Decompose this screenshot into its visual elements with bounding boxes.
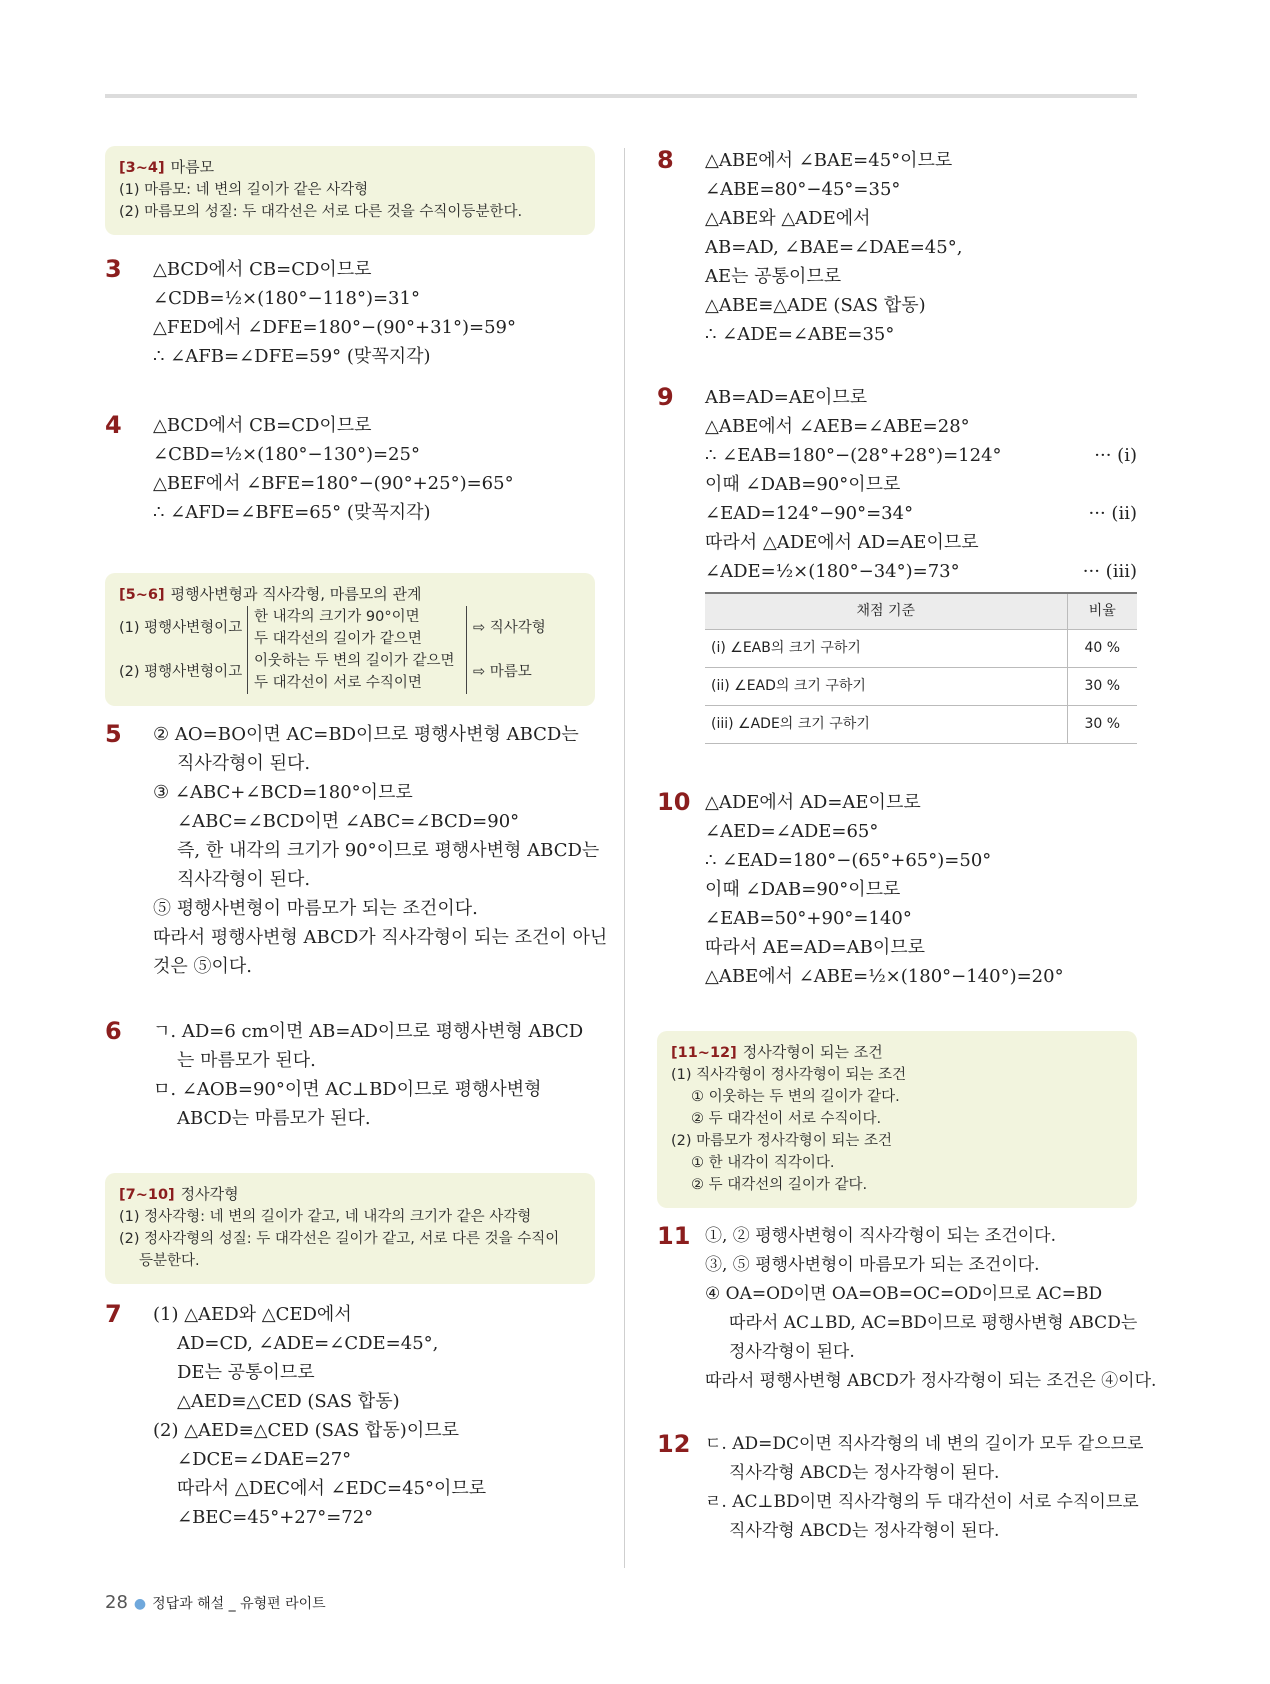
solution-line: △FED에서 ∠DFE=180°−(90°+31°)=59°	[153, 317, 516, 338]
step-mark: ··· (iii)	[1082, 561, 1137, 582]
solution-line: ∠AED=∠ADE=65°	[705, 821, 879, 842]
box-tag: [11~12]	[671, 1045, 737, 1061]
condition: 한 내각의 크기가 90°이면	[254, 609, 420, 625]
box-line: (2) 마름모가 정사각형이 되는 조건	[671, 1133, 893, 1149]
problem-number: 4	[105, 411, 122, 439]
solution-line: 정사각형이 된다.	[729, 1342, 855, 1362]
solution-line: 직사각형이 된다.	[177, 869, 311, 890]
solution-line: 이때 ∠DAB=90°이므로	[705, 474, 901, 495]
solution-line: △ABE와 △ADE에서	[705, 208, 871, 229]
relation-label: (2) 평행사변형이고	[119, 664, 243, 680]
problem-number: 8	[657, 146, 674, 174]
solution-line: ∠BEC=45°+27°=72°	[177, 1507, 374, 1528]
problem-number: 6	[105, 1017, 122, 1045]
solution-line: 따라서 AE=AD=AB이므로	[705, 937, 926, 958]
solution-line: ③ ∠ABC+∠BCD=180°이므로	[153, 782, 413, 803]
solution-line: △AED≡△CED (SAS 합동)	[177, 1391, 400, 1412]
solution-line: 이때 ∠DAB=90°이므로	[705, 879, 901, 900]
relation-conditions	[247, 606, 467, 650]
solution-line: ∴ ∠EAD=180°−(65°+65°)=50°	[705, 850, 992, 871]
solution-line: ∠DCE=∠DAE=27°	[177, 1449, 352, 1470]
table-cell: (ii) ∠EAD의 크기 구하기	[705, 668, 1067, 706]
solution-line-marked	[705, 441, 1137, 470]
solution-line: △BCD에서 CB=CD이므로	[153, 415, 372, 436]
box-line: ① 이웃하는 두 변의 길이가 같다.	[691, 1089, 900, 1105]
condition: 두 대각선의 길이가 같으면	[254, 631, 422, 647]
solution-line: (1) △AED와 △CED에서	[153, 1304, 352, 1325]
solution-line-marked	[705, 499, 1137, 528]
solution-line-marked	[705, 557, 1137, 586]
problem-10	[657, 788, 1137, 991]
problem-11	[657, 1222, 1157, 1396]
box-line: (2) 마름모의 성질: 두 대각선은 서로 다른 것을 수직이등분한다.	[119, 204, 523, 220]
problem-3	[105, 255, 595, 371]
problem-number: 5	[105, 720, 122, 748]
problem-8	[657, 146, 1137, 349]
solution-line: DE는 공통이므로	[177, 1362, 315, 1383]
solution-line: 는 마름모가 된다.	[177, 1050, 316, 1071]
step-mark: ··· (ii)	[1088, 503, 1137, 524]
page-number: 28	[105, 1592, 128, 1613]
top-rule	[105, 94, 1137, 98]
table-header-row	[705, 593, 1137, 630]
box-title: 정사각형	[180, 1185, 239, 1203]
solution-line: ④ OA=OD이면 OA=OB=OC=OD이므로 AC=BD	[705, 1284, 1103, 1304]
column-separator	[624, 148, 625, 1568]
concept-box-3-4	[105, 146, 595, 235]
right-column	[657, 146, 1157, 1576]
solution-line: 직사각형 ABCD는 정사각형이 된다.	[729, 1521, 1000, 1541]
solution-line: AB=AD, ∠BAE=∠DAE=45°,	[705, 237, 963, 258]
solution-line: AE는 공통이므로	[705, 266, 842, 287]
bullet-icon: ●	[133, 1596, 147, 1612]
problem-number: 12	[657, 1430, 691, 1458]
table-header: 채점 기준	[705, 593, 1067, 630]
solution-line: AD=CD, ∠ADE=∠CDE=45°,	[177, 1333, 439, 1354]
table-row	[705, 668, 1137, 706]
solution-line: ①, ② 평행사변형이 직사각형이 되는 조건이다.	[705, 1226, 1056, 1246]
solution-line: 따라서 △DEC에서 ∠EDC=45°이므로	[177, 1478, 487, 1499]
solution-line: (2) △AED≡△CED (SAS 합동)이므로	[153, 1420, 459, 1441]
box-title: 마름모	[170, 158, 215, 176]
solution-line: 따라서 평행사변형 ABCD가 정사각형이 되는 조건은 ④이다.	[705, 1371, 1157, 1391]
problem-4	[105, 411, 595, 527]
solution-line: △ADE에서 AD=AE이므로	[705, 792, 921, 813]
left-column	[105, 146, 608, 1562]
solution-line: 따라서 △ADE에서 AD=AE이므로	[705, 532, 979, 553]
concept-box-11-12	[657, 1031, 1137, 1208]
solution-line: ㄷ. AD=DC이면 직사각형의 네 변의 길이가 모두 같으므로	[705, 1434, 1144, 1454]
solution-line: ∠CBD=½×(180°−130°)=25°	[153, 444, 420, 465]
step-mark: ··· (i)	[1094, 445, 1137, 466]
concept-box-5-6	[105, 573, 595, 706]
solution-line: ⑤ 평행사변형이 마름모가 되는 조건이다.	[153, 898, 478, 919]
relation-row-1	[119, 606, 583, 650]
problem-5	[105, 720, 608, 981]
solution-line: △ABE에서 ∠BAE=45°이므로	[705, 150, 953, 171]
problem-6	[105, 1017, 595, 1133]
condition: 두 대각선이 서로 수직이면	[254, 675, 422, 691]
solution-line: AB=AD=AE이므로	[705, 387, 868, 408]
table-cell: 30 %	[1067, 706, 1137, 744]
problem-number: 7	[105, 1300, 122, 1328]
box-title: 평행사변형과 직사각형, 마름모의 관계	[170, 585, 422, 603]
solution-line: ∴ ∠AFB=∠DFE=59° (맞꼭지각)	[153, 346, 431, 367]
table-header: 비율	[1067, 593, 1137, 630]
relation-row-2	[119, 650, 583, 694]
solution-line: ∠EAD=124°−90°=34°	[705, 503, 914, 524]
box-line: (1) 직사각형이 정사각형이 되는 조건	[671, 1067, 907, 1083]
solution-line: 직사각형이 된다.	[177, 753, 311, 774]
solution-line: ∴ ∠AFD=∠BFE=65° (맞꼭지각)	[153, 502, 431, 523]
box-tag: [5~6]	[119, 587, 165, 603]
solution-line: ∠ABE=80°−45°=35°	[705, 179, 901, 200]
solution-line: ㄱ. AD=6 cm이면 AB=AD이므로 평행사변형 ABCD	[153, 1021, 584, 1042]
relation-result: ⇨ 마름모	[473, 664, 532, 680]
problem-number: 9	[657, 383, 674, 411]
table-cell: 30 %	[1067, 668, 1137, 706]
solution-line: △ABE에서 ∠AEB=∠ABE=28°	[705, 416, 970, 437]
solution-line: △BEF에서 ∠BFE=180°−(90°+25°)=65°	[153, 473, 514, 494]
problem-number: 3	[105, 255, 122, 283]
solution-line: ∠ABC=∠BCD이면 ∠ABC=∠BCD=90°	[177, 811, 520, 832]
problem-number: 11	[657, 1222, 691, 1250]
solution-line: 즉, 한 내각의 크기가 90°이므로 평행사변형 ABCD는	[177, 840, 600, 861]
page-footer	[105, 1592, 326, 1613]
problem-number: 10	[657, 788, 691, 816]
solution-line: 직사각형 ABCD는 정사각형이 된다.	[729, 1463, 1000, 1483]
table-cell: (i) ∠EAB의 크기 구하기	[705, 630, 1067, 668]
footer-text: 정답과 해설 _ 유형편 라이트	[152, 1596, 326, 1612]
relation-label: (1) 평행사변형이고	[119, 620, 243, 636]
solution-line: ㅁ. ∠AOB=90°이면 AC⊥BD이므로 평행사변형	[153, 1079, 542, 1100]
solution-line: ∠ADE=½×(180°−34°)=73°	[705, 561, 960, 582]
box-tag: [3~4]	[119, 160, 165, 176]
solution-line: ∠EAB=50°+90°=140°	[705, 908, 912, 929]
solution-line: ∴ ∠ADE=∠ABE=35°	[705, 324, 895, 345]
table-row	[705, 706, 1137, 744]
box-title: 정사각형이 되는 조건	[742, 1043, 883, 1061]
solution-line: △ABE≡△ADE (SAS 합동)	[705, 295, 926, 316]
solution-line: 것은 ⑤이다.	[153, 956, 252, 977]
solution-line: ② AO=BO이면 AC=BD이므로 평행사변형 ABCD는	[153, 724, 579, 745]
relation-conditions	[247, 650, 467, 694]
solution-line: △ABE에서 ∠ABE=½×(180°−140°)=20°	[705, 966, 1064, 987]
solution-line: ∠CDB=½×(180°−118°)=31°	[153, 288, 420, 309]
box-line: (2) 정사각형의 성질: 두 대각선은 길이가 같고, 서로 다른 것을 수직이	[119, 1231, 560, 1247]
solution-line: 따라서 AC⊥BD, AC=BD이므로 평행사변형 ABCD는	[729, 1313, 1138, 1333]
problem-7	[105, 1300, 595, 1532]
box-line: 등분한다.	[139, 1253, 200, 1269]
box-tag: [7~10]	[119, 1187, 175, 1203]
relation-result: ⇨ 직사각형	[473, 620, 546, 636]
problem-12	[657, 1430, 1144, 1546]
solution-line: ③, ⑤ 평행사변형이 마름모가 되는 조건이다.	[705, 1255, 1040, 1275]
solution-line: △BCD에서 CB=CD이므로	[153, 259, 372, 280]
problem-9	[657, 383, 1137, 744]
box-line: ② 두 대각선이 서로 수직이다.	[691, 1111, 882, 1127]
table-row	[705, 630, 1137, 668]
condition: 이웃하는 두 변의 길이가 같으면	[254, 653, 455, 669]
solution-line: ABCD는 마름모가 된다.	[177, 1108, 371, 1129]
solution-line: ㄹ. AC⊥BD이면 직사각형의 두 대각선이 서로 수직이므로	[705, 1492, 1139, 1512]
concept-box-7-10	[105, 1173, 595, 1284]
scoring-table	[705, 592, 1137, 744]
solution-line: 따라서 평행사변형 ABCD가 직사각형이 되는 조건이 아닌	[153, 927, 608, 948]
table-cell: (iii) ∠ADE의 크기 구하기	[705, 706, 1067, 744]
solution-line: ∴ ∠EAB=180°−(28°+28°)=124°	[705, 445, 1002, 466]
box-line: ① 한 내각이 직각이다.	[691, 1155, 835, 1171]
box-line: (1) 마름모: 네 변의 길이가 같은 사각형	[119, 182, 369, 198]
box-line: (1) 정사각형: 네 변의 길이가 같고, 네 내각의 크기가 같은 사각형	[119, 1209, 532, 1225]
table-cell: 40 %	[1067, 630, 1137, 668]
box-line: ② 두 대각선의 길이가 같다.	[691, 1177, 868, 1193]
